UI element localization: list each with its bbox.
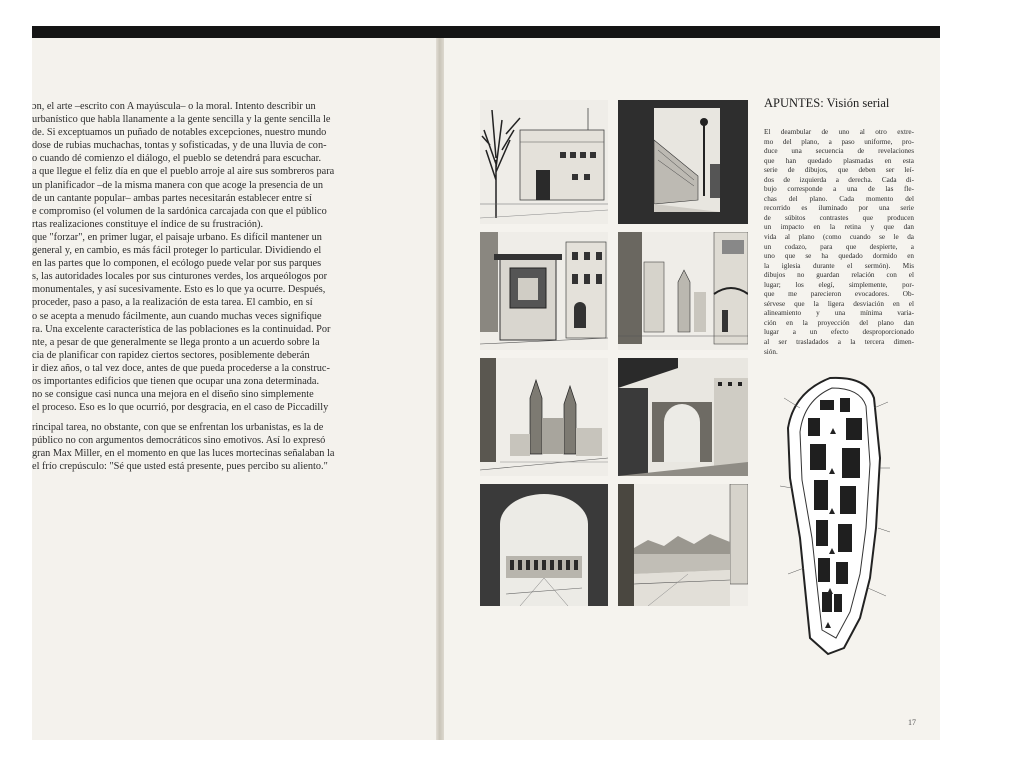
text-line: serie de dibujos, que deben ser leí- (764, 166, 914, 175)
sketch-monument-plaza (480, 232, 608, 350)
text-line: duce una secuencia de revelaciones (764, 147, 914, 156)
right-page (444, 38, 940, 740)
text-line: mo del plano, a paso uniforme, pro- (764, 137, 914, 146)
text-line: dos de izquierda a derecha. Cada di- (764, 175, 914, 184)
text-line: dibujos no guardan relación con el (764, 271, 914, 280)
text-line: general y, en cambio, es más fácil proteger lo particular. Dividiendo el (32, 245, 322, 257)
text-line: que me parecieron evocadores. Ob- (764, 290, 914, 299)
town-plan-map (780, 368, 890, 658)
book-spread (32, 26, 940, 740)
text-line: dose de rubias muchachas, tontas y sofisticadas, y de una lluvia de con- (32, 140, 327, 152)
text-line: a que llegue el feliz día en que el pueblo arroje al aire sus sombreros para (32, 166, 335, 178)
text-line: ra. Una excelente característica de las poblaciones es la continuidad. Por (32, 323, 331, 335)
text-line: recorrido es iluminado por una serie (764, 204, 914, 213)
sketch-archway (618, 358, 748, 476)
text-line: cia de planificar con rapidez ciertos sectores, posiblemente deberán (32, 349, 310, 361)
text-line: un planificador –de la misma manera con que acoge la presencia de un (32, 179, 324, 191)
text-line: o se acepta a menudo fácilmente, aun cuando muchas veces signifique (32, 310, 322, 322)
text-line: que han quedado plasmadas en esta (764, 156, 914, 165)
text-line: sérvese que la ligera desviación en el (764, 299, 914, 308)
text-line: bujo corresponde a una de las fle- (764, 185, 914, 194)
sketch-arcade-column (618, 100, 748, 224)
text-line: os importantes edificios que tienen que ocupar una zona determinada. (32, 375, 320, 387)
scan-top-edge (32, 26, 940, 38)
text-line: un impacto en la retina y que dan (764, 223, 914, 232)
text-line: al ser trasladados a la tercera dimen- (764, 338, 914, 347)
text-line: chas del plano. Cada momento del (764, 194, 914, 203)
text-line: s, las autoridades locales por sus cinturones verdes, los arqueólogos por (32, 271, 328, 283)
section-heading: APUNTES: Visión serial (764, 96, 890, 110)
text-line: no se consigue casi nunca una mejora en el diseño sino simplemente (32, 389, 314, 401)
text-line: alineamiento y una mínima varia- (764, 309, 914, 318)
text-line: el proceso. Eso es lo que ocurrió, por desgracia, en el caso de Piccadilly (32, 402, 329, 414)
text-line: de súbitos contrastes que producen (764, 213, 914, 222)
text-line: en las partes que lo componen, el ecólogo puede velar por sus parques (32, 258, 322, 270)
text-line: e compromiso (el volumen de la sardónica carcajada con que el público (32, 205, 327, 217)
text-line: rtas realizaciones constituye el índice de su frustración). (32, 218, 264, 230)
sketch-courtyard-arch (480, 484, 608, 606)
text-line: o cuando dé comienzo el diálogo, el pueblo se detendrá para escuchar. (32, 153, 322, 165)
left-page (32, 38, 436, 740)
text-line: El deambular de uno al otro extre- (764, 128, 914, 136)
text-line: vida al plano (como cuando se le da (764, 233, 914, 242)
text-line: proceder, paso a paso, a la realización de esta tarea. El cambio, en sí (32, 297, 313, 309)
text-line: lugar; los elegí, simplemente, por- (764, 280, 914, 289)
text-line: de un cantante popular– ambas partes necesitarán establecer entre sí (32, 192, 312, 204)
text-line: uno que se ha quedado dormido en (764, 252, 914, 261)
text-line: ir diez años, o tal vez doce, antes de que pueda procederse a la construc- (32, 362, 330, 374)
text-line: ɔn, el arte –escrito con A mayúscula– o la moral. Intento describir un (32, 101, 316, 112)
page-number: 17 (908, 718, 916, 727)
text-line: lugar a un efecto desproporcionado (764, 328, 914, 337)
sketch-street-tower (618, 232, 748, 350)
text-line: gran Max Miller, en el momento en que las luces mortecinas señalaban la (32, 448, 335, 460)
text-line: monumentales, y así sucesivamente. Esto es lo que ya ocurre. Después, (32, 284, 326, 296)
sketch-tree-street (480, 100, 608, 224)
text-line: rincipal tarea, no obstante, con que se enfrentan los urbanistas, es la de (32, 422, 324, 433)
body-text-paragraph-1 (32, 100, 432, 414)
sketch-church-towers (480, 358, 608, 476)
body-text-paragraph-2 (32, 421, 432, 473)
text-line: la iglesia durante el sermón). Mis (764, 261, 914, 270)
book-gutter (436, 38, 444, 740)
text-line: de. Si exceptuamos un puñado de notables excepciones, nuestro mundo (32, 127, 327, 139)
sketch-landscape-view (618, 484, 748, 606)
text-line: urbanístico que habla llanamente a la gente sencilla y la gente sencilla le (32, 114, 331, 126)
sidebar-caption-text (764, 128, 914, 357)
text-line: ción en la proyección del plano dan (764, 318, 914, 327)
text-line: el frío crepúsculo: "Sé que usted está presente, pues percibo su aliento." (32, 461, 328, 473)
text-line: que "forzar", en primer lugar, el paisaje urbano. Es difícil mantener un (32, 231, 322, 243)
text-line: sión. (764, 347, 778, 356)
text-line: un codazo, para que despierte, a (764, 242, 914, 251)
text-line: nte, a pesar de que generalmente se llega pronto a un acuerdo sobre la (32, 336, 320, 348)
text-line: público no con argumentos democráticos sino emotivos. Así lo expresó (32, 435, 326, 447)
